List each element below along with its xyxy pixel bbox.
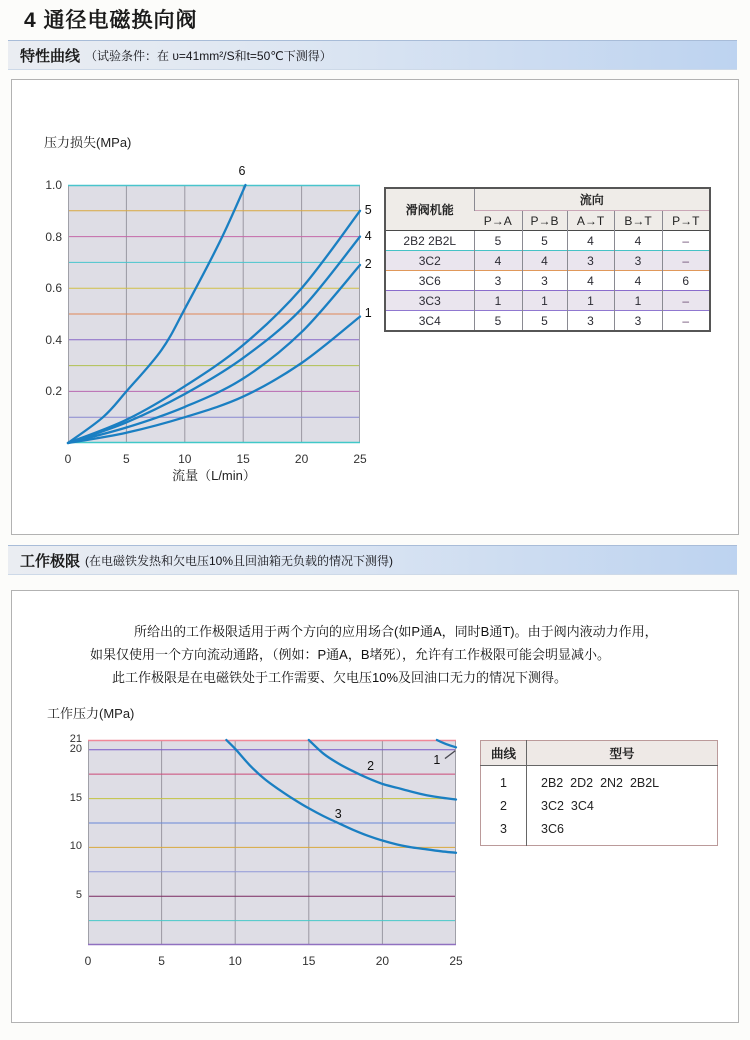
table-cell: 滑阀机能 — [385, 188, 474, 231]
table-cell: 4 — [614, 231, 662, 251]
chart1-x-axis-title: 流量（L/min） — [172, 468, 256, 483]
paragraph-line: 如果仅使用一个方向流动通路，（例如：P通A，B堵死），允许有工作极限可能会明显减小。 — [90, 647, 611, 662]
chart-plot-area-1 — [68, 185, 360, 443]
curve-number-label: 2 — [364, 256, 372, 271]
x-axis-tick-label: 5 — [158, 954, 165, 968]
table-row — [385, 231, 710, 251]
table-cell: 1 — [474, 291, 522, 311]
section-test-condition: （试验条件：在 υ=41mm²/S和t=50℃下测得） — [85, 48, 332, 63]
curve-number-label: 4 — [364, 228, 372, 243]
table-cell: 3 — [481, 817, 527, 846]
x-axis-tick-label: 15 — [236, 452, 250, 466]
curve-number-label: 3 — [334, 807, 342, 822]
curve-model-table-inner — [480, 740, 718, 846]
y-axis-tick-label: 0.6 — [45, 281, 62, 296]
y-axis-tick-label: 0.8 — [45, 229, 62, 244]
table-row — [385, 291, 710, 311]
table-cell: 3C2 — [385, 251, 474, 271]
y-axis-tick-label: 20 — [69, 742, 82, 755]
table-cell: – — [662, 251, 710, 271]
section-title: 工作极限 — [20, 552, 81, 570]
y-axis-tick-label: 5 — [75, 889, 82, 902]
y-axis-tick-label: 21 — [69, 733, 82, 745]
x-axis-tick-label: 25 — [353, 452, 367, 466]
table-cell: A→T — [567, 211, 614, 231]
table-cell: 3 — [567, 311, 614, 332]
table-cell: 流向 — [474, 188, 710, 211]
spool-function-table — [384, 187, 711, 332]
x-axis-tick-label: 0 — [84, 954, 92, 968]
section-test-condition: (在电磁铁发热和欠电压10%且回油箱无负载的情况下测得) — [85, 553, 394, 568]
table-cell: 4 — [522, 251, 567, 271]
table-cell: 3C2 3C4 — [541, 798, 594, 813]
table-cell: 曲线 — [481, 741, 527, 766]
table-cell: 1 — [522, 291, 567, 311]
table-cell: – — [662, 311, 710, 332]
curve-number-label: 5 — [364, 202, 372, 217]
table-cell: 型号 — [527, 741, 718, 766]
table-cell: 1 — [614, 291, 662, 311]
curve-number-label: 2 — [367, 759, 375, 774]
y-axis-tick-label: 0.4 — [45, 332, 62, 347]
table-row — [481, 817, 718, 846]
curve-number-label: 1 — [433, 752, 441, 767]
table-cell: 3 — [522, 271, 567, 291]
y-axis-tick-label: 1.0 — [45, 178, 62, 192]
table-cell: 5 — [522, 231, 567, 251]
x-axis-tick-label: 0 — [64, 452, 72, 466]
table-cell: P→T — [662, 211, 710, 231]
table-cell: 2 — [481, 794, 527, 817]
table-cell: 2B2 2D2 2N2 2B2L — [541, 775, 660, 790]
curve-number-label: 1 — [364, 306, 372, 320]
paragraph-line: 所给出的工作极限适用于两个方向的应用场合(如P通A，同时B通T)。由于阀内液动力作用， — [134, 624, 658, 639]
table-cell: 3 — [474, 271, 522, 291]
table-row — [481, 794, 718, 817]
table-row — [385, 271, 710, 291]
table-cell: 4 — [567, 271, 614, 291]
x-axis-tick-label: 20 — [375, 954, 390, 968]
x-axis-tick-label: 10 — [228, 954, 242, 968]
table-cell: – — [662, 231, 710, 251]
page-title: 4 通径电磁换向阀 — [24, 9, 198, 32]
y-axis-tick-label: 0.2 — [45, 384, 62, 399]
x-axis-tick-label: 10 — [178, 452, 192, 466]
table-cell: 5 — [474, 311, 522, 332]
curve-number-label: 6 — [238, 164, 246, 179]
section-header-characteristic-curves — [8, 40, 737, 70]
table-cell: 4 — [474, 251, 522, 271]
chart1-y-axis-title: 压力损失(MPa) — [44, 135, 132, 150]
x-axis-tick-label: 20 — [294, 452, 309, 466]
table-cell: 4 — [614, 271, 662, 291]
table-cell: 5 — [474, 231, 522, 251]
paragraph-line: 此工作极限是在电磁铁处于工作需要、欠电压10%及回油口无力的情况下测得。 — [112, 670, 568, 685]
table-cell: 2B2 2B2L — [385, 231, 474, 251]
table-cell: 6 — [662, 271, 710, 291]
table-cell: P→A — [474, 211, 522, 231]
table-row — [481, 766, 718, 795]
table-cell: – — [662, 291, 710, 311]
y-axis-tick-label: 10 — [69, 840, 82, 853]
x-axis-tick-label: 5 — [123, 452, 130, 466]
working-limits-paragraph — [90, 620, 668, 689]
chart2-y-axis-title: 工作压力(MPa) — [47, 706, 135, 721]
table-cell: 3C6 — [385, 271, 474, 291]
chart-plot-area-2 — [88, 740, 456, 945]
table-cell: 3C6 — [541, 821, 564, 836]
table-cell: P→B — [522, 211, 567, 231]
y-axis-tick-label: 15 — [69, 791, 82, 804]
table-row — [385, 311, 710, 332]
table-cell: 3C4 — [385, 311, 474, 332]
table-cell: 4 — [567, 231, 614, 251]
table-cell: 5 — [522, 311, 567, 332]
table-cell: 1 — [481, 766, 527, 795]
table-cell: 1 — [567, 291, 614, 311]
x-axis-tick-label: 15 — [302, 954, 316, 968]
section-header-working-limits — [8, 545, 737, 575]
x-axis-tick-label: 25 — [449, 954, 463, 968]
table-cell: 3 — [614, 251, 662, 271]
table-cell: B→T — [614, 211, 662, 231]
section-title: 特性曲线 — [20, 47, 81, 65]
table-cell: 3 — [614, 311, 662, 332]
table-cell: 3 — [567, 251, 614, 271]
table-row — [385, 251, 710, 271]
table-cell: 3C3 — [385, 291, 474, 311]
